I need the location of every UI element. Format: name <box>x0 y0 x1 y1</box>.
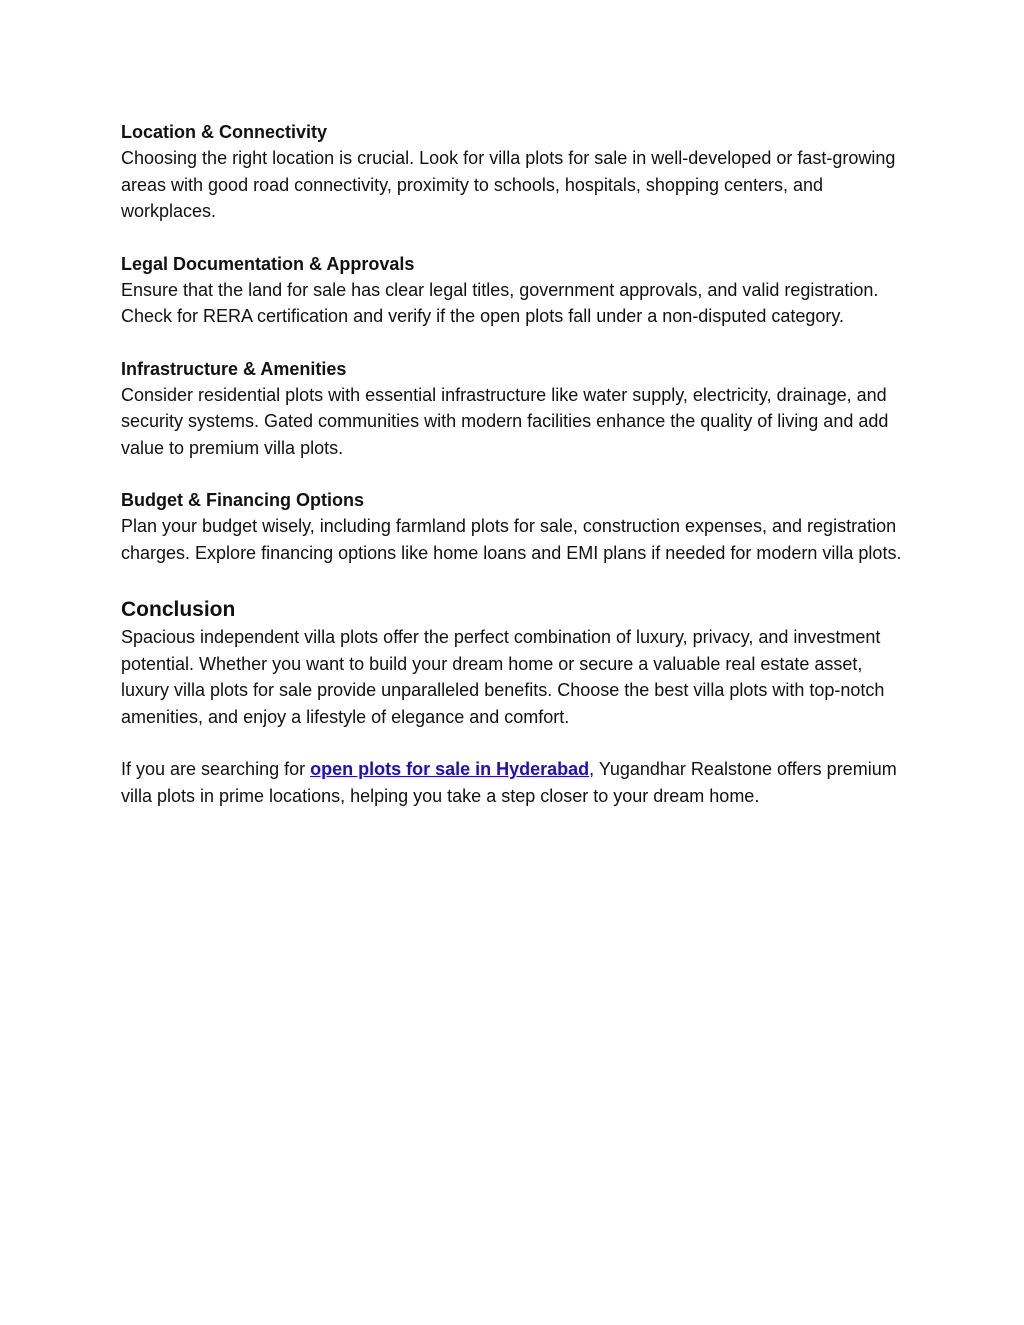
section-title: Location & Connectivity <box>121 122 328 142</box>
section-location <box>121 119 911 225</box>
section-title: Infrastructure & Amenities <box>121 358 347 379</box>
section-conclusion <box>121 592 911 730</box>
section-title: Budget & Financing Options <box>121 490 364 510</box>
closing-text-after: , Yugandhar Realstone offers premium villa plots in prime locations, helping you take a step closer to your dream home. <box>121 759 897 806</box>
closing-paragraph <box>121 756 911 809</box>
section-title: Legal Documentation & Approvals <box>121 253 415 274</box>
closing-text-before: If you are searching for <box>121 759 311 779</box>
section-text: Choosing the right location is crucial. Look for villa plots for sale in well-developed or fast-growing areas with good road connectivity, proximity to schools, hospitals, shopping centers, and workplaces. <box>121 148 896 221</box>
section-legal <box>121 251 911 330</box>
conclusion-heading: Conclusion <box>121 598 236 621</box>
section-text: Ensure that the land for sale has clear legal titles, government approvals, and valid registration. Check for RERA certification and verify if the open plots fall under a non-disputed category. <box>121 279 879 326</box>
section-text: Consider residential plots with essential infrastructure like water supply, electricity, drainage, and security systems. Gated communities with modern facilities enhance the quality of living and add value to premium villa plots. <box>121 384 889 458</box>
section-text: Plan your budget wisely, including farmland plots for sale, construction expenses, and registration charges. Explore financing options like home loans and EMI plans if needed for modern villa plots. <box>121 516 902 563</box>
section-budget <box>121 487 911 566</box>
section-infrastructure <box>121 356 911 462</box>
document-page <box>121 119 911 809</box>
conclusion-text: Spacious independent villa plots offer the perfect combination of luxury, privacy, and investment potential. Whether you want to build your dream home or secure a valuable real estate asset, luxury villa plots for sale provide unparalleled benefits. Choose the best villa plots with top-notch amenities, and enjoy a lifestyle of elegance and comfort. <box>121 627 885 727</box>
hyderabad-plots-link[interactable]: open plots for sale in Hyderabad <box>310 759 590 779</box>
